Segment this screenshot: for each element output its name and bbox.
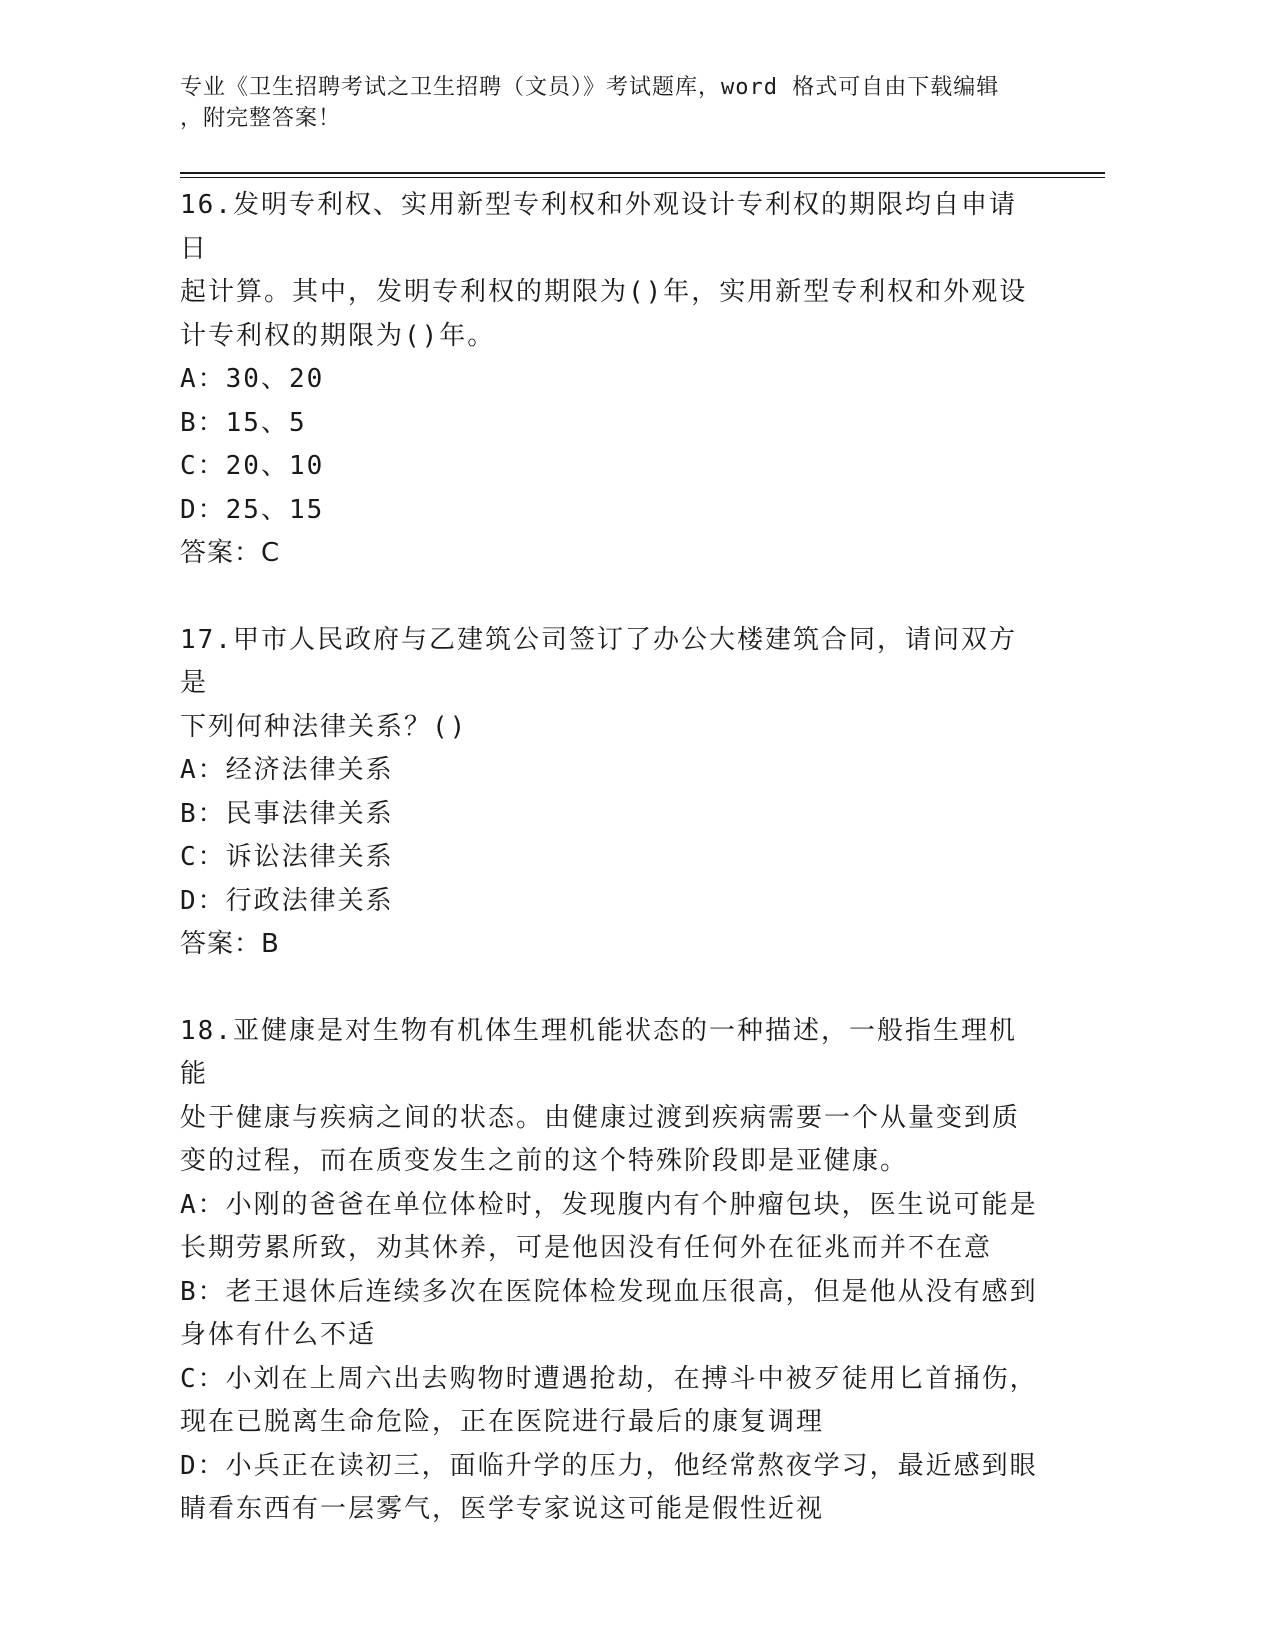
option-d: D：行政法律关系 [180, 885, 394, 916]
option-line: B：老王退休后连续多次在医院体检发现血压很高，但是他从没有感到 [180, 1276, 1038, 1307]
question-list [180, 184, 1040, 1575]
option-line: D：小兵正在读初三，面临升学的压力，他经常熬夜学习，最近感到眼 [180, 1450, 1038, 1481]
option-b: B：民事法律关系 [180, 798, 394, 829]
option-line: 身体有什么不适 [180, 1320, 377, 1350]
header-divider [180, 172, 1105, 174]
question-stem [180, 619, 1040, 750]
stem-line: 下列何种法律关系？() [180, 711, 468, 742]
option-line: C：小刘在上周六出去购物时遭遇抢劫，在搏斗中被歹徒用匕首捅伤， [180, 1363, 1038, 1394]
option-line: 长期劳累所致，劝其休养，可是他因没有任何外在征兆而并不在意 [180, 1233, 993, 1263]
header-line: 专业《卫生招聘考试之卫生招聘（文员）》考试题库，word 格式可自由下载编辑 [180, 75, 1000, 100]
stem-line: 起计算。其中，发明专利权的期限为()年，实用新型专利权和外观设 [180, 277, 1028, 307]
header-line: ，附完整答案！ [180, 106, 342, 131]
stem-line: 16.发明专利权、实用新型专利权和外观设计专利权的期限均自申请日 [180, 190, 1017, 264]
option-d: D：25、15 [180, 494, 325, 525]
stem-line: 变的过程，而在质变发生之前的这个特殊阶段即是亚健康。 [180, 1146, 909, 1176]
option-d [180, 1445, 1040, 1532]
option-line: A：小刚的爸爸在单位体检时，发现腹内有个肿瘤包块，医生说可能是 [180, 1189, 1038, 1220]
stem-line: 18.亚健康是对生物有机体生理机能状态的一种描述，一般指生理机能 [180, 1015, 1017, 1089]
stem-line: 17.甲市人民政府与乙建筑公司签订了办公大楼建筑合同，请问双方是 [180, 624, 1017, 698]
option-c: C：20、10 [180, 451, 325, 481]
question-18 [180, 1010, 1040, 1532]
option-line: 睛看东西有一层雾气，医学专家说这可能是假性近视 [180, 1494, 825, 1524]
answer-line: 答案：C [180, 538, 281, 568]
option-c: C：诉讼法律关系 [180, 842, 394, 872]
option-c [180, 1358, 1040, 1445]
option-a: A：30、20 [180, 364, 325, 394]
question-17 [180, 619, 1040, 967]
option-b: B：15、5 [180, 407, 307, 438]
question-stem [180, 184, 1040, 358]
stem-line: 计专利权的期限为()年。 [180, 320, 496, 351]
option-a [180, 1184, 1040, 1271]
question-16 [180, 184, 1040, 576]
question-stem [180, 1010, 1040, 1184]
stem-line: 处于健康与疾病之间的状态。由健康过渡到疾病需要一个从量变到质 [180, 1102, 1021, 1133]
option-line: 现在已脱离生命危险，正在医院进行最后的康复调理 [180, 1407, 825, 1437]
answer-line: 答案：B [180, 929, 280, 959]
option-a: A：经济法律关系 [180, 755, 394, 785]
header-divider-thin [180, 177, 1105, 178]
document-header [180, 72, 1040, 134]
option-b [180, 1271, 1040, 1358]
